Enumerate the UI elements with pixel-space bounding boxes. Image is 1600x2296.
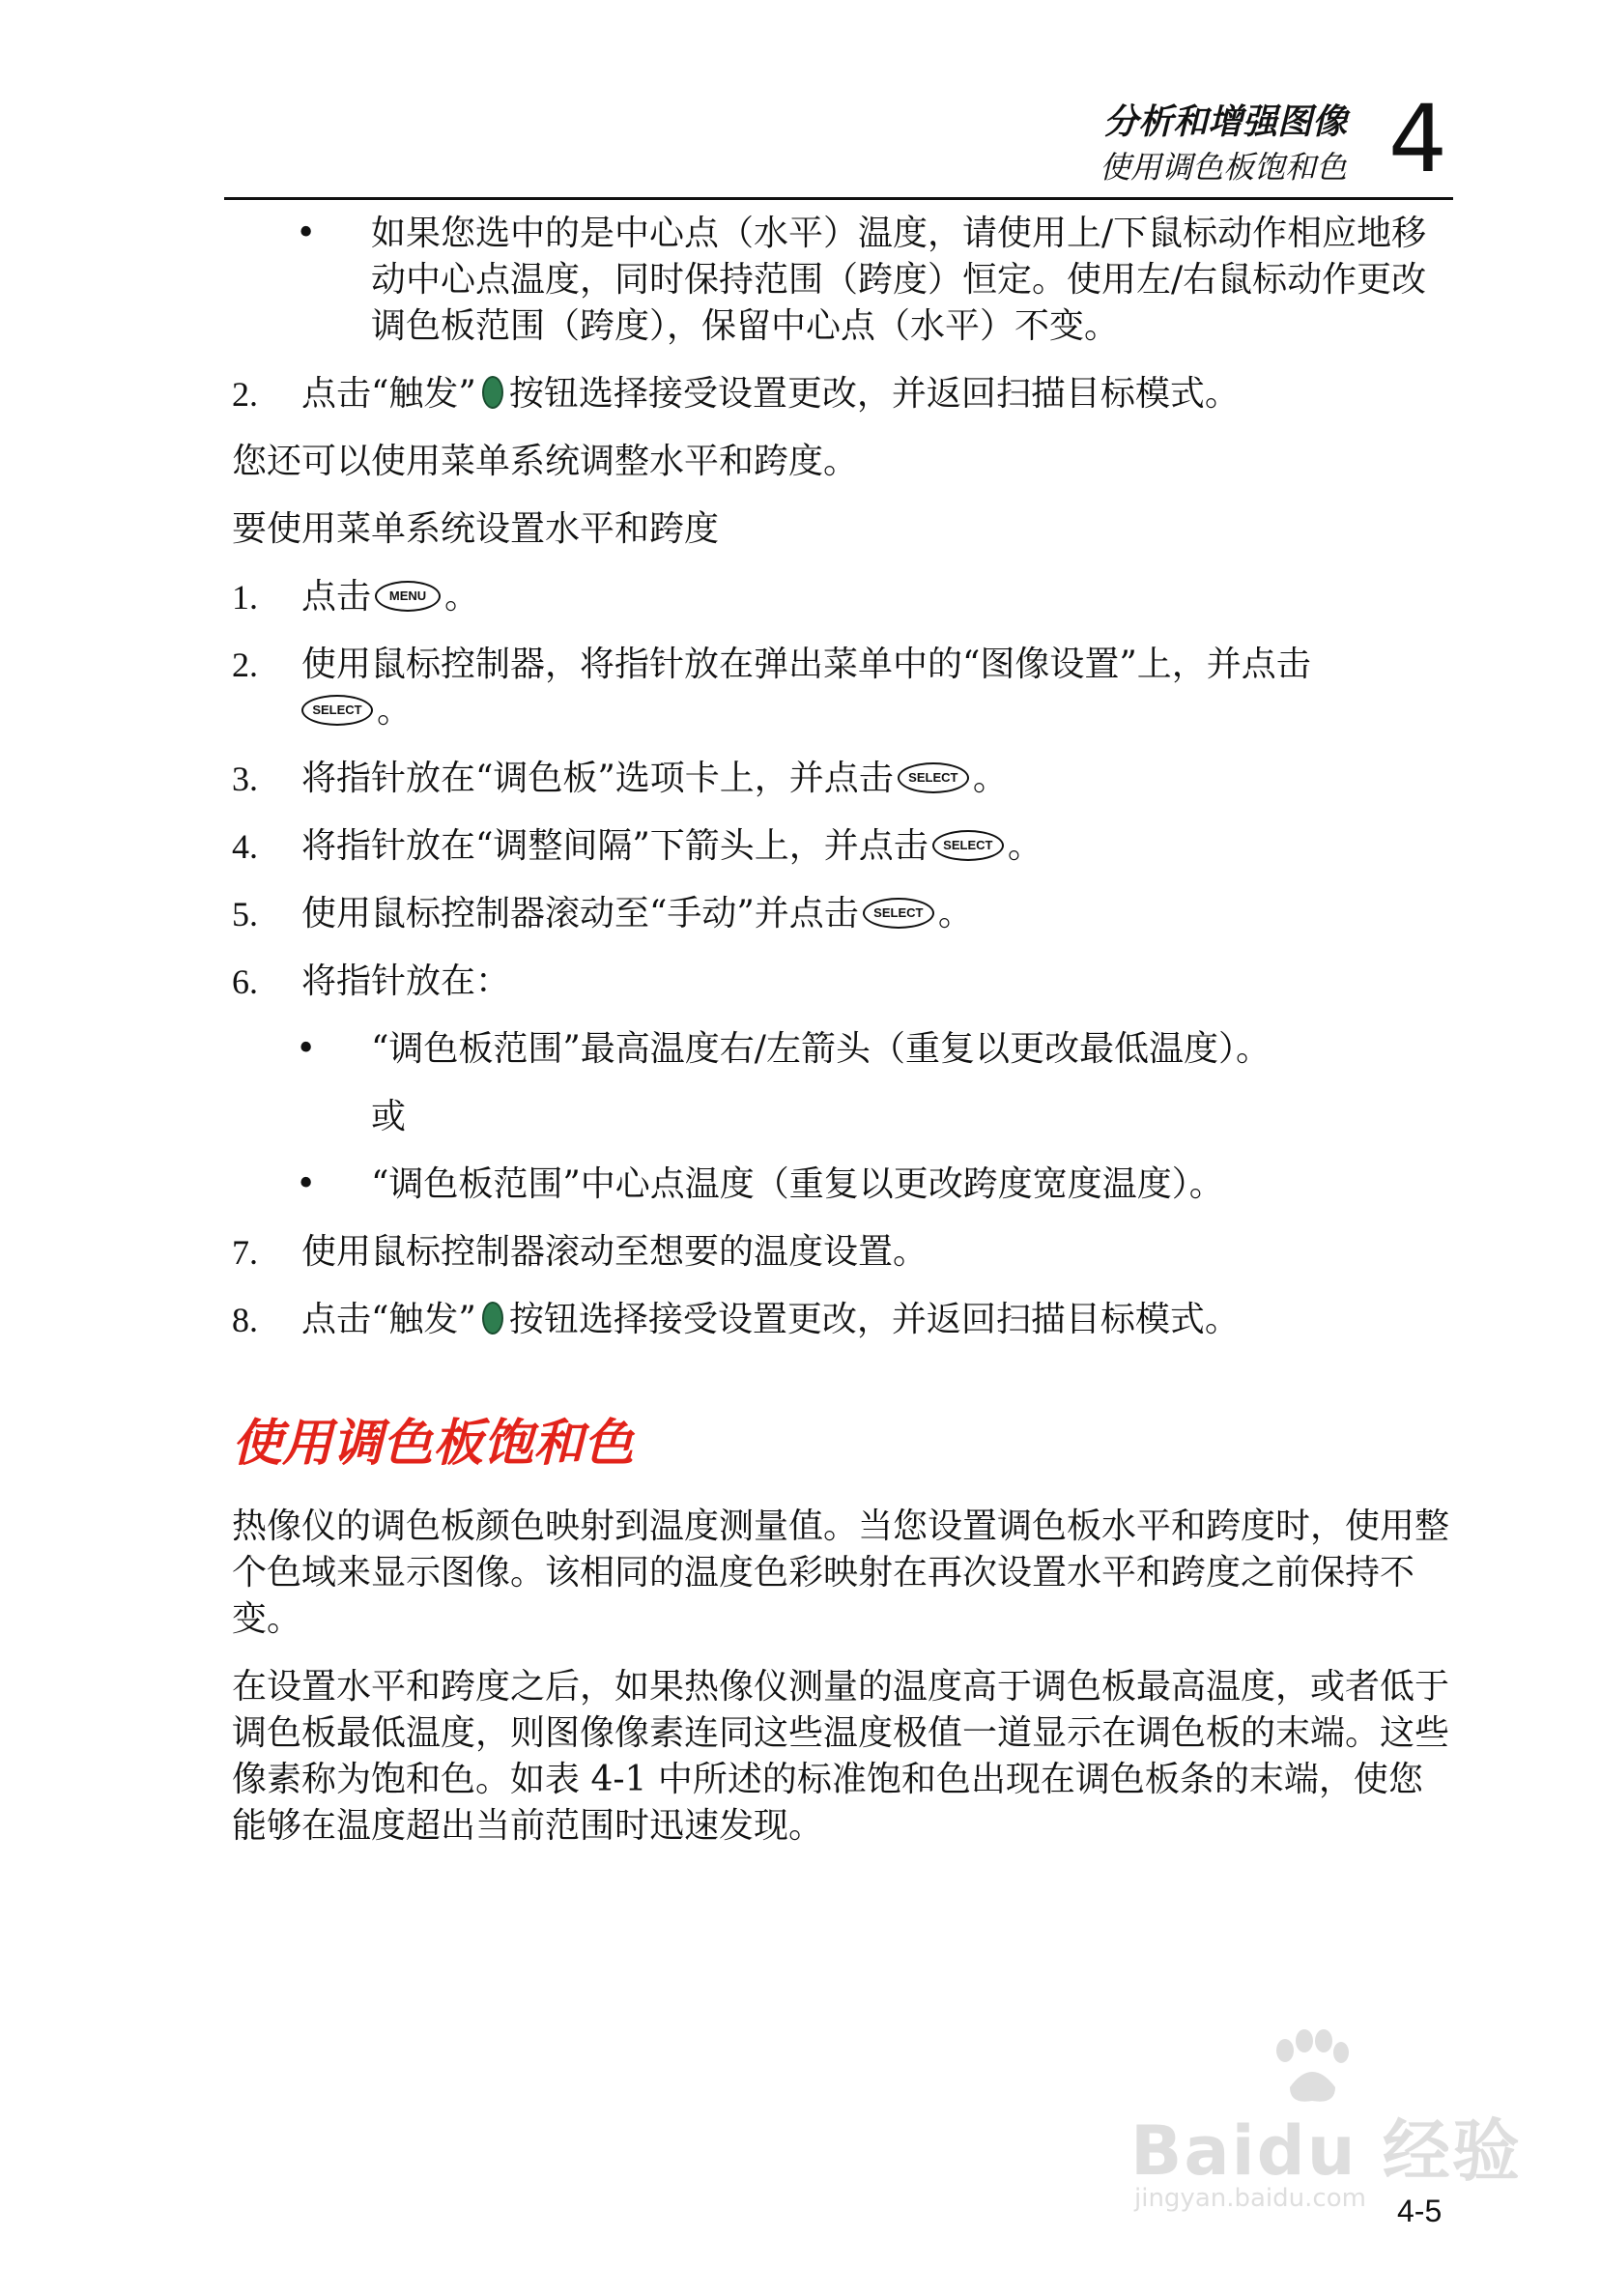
section-heading: 使用调色板饱和色 bbox=[232, 1415, 635, 1473]
step-text: 将指针放在“调色板”选项卡上，并点击 bbox=[301, 759, 894, 798]
select-button-icon: SELECT bbox=[301, 695, 373, 726]
list-item bbox=[232, 211, 1449, 350]
step-number: 4. bbox=[232, 827, 258, 866]
page-number: 4-5 bbox=[1397, 2194, 1443, 2228]
step-text: 点击“触发” bbox=[301, 374, 476, 414]
watermark-url: jingyan.baidu.com bbox=[1134, 2184, 1366, 2213]
bullet-icon: • bbox=[296, 1164, 317, 1204]
step-1 bbox=[232, 574, 1449, 620]
bullet-text: 如果您选中的是中心点（水平）温度，请使用上/下鼠标动作相应地移动中心点温度，同时保持范围（跨度）恒定。使用左/右鼠标动作更改调色板范围（跨度），保留中心点（水平）不变。 bbox=[371, 214, 1427, 346]
paw-icon bbox=[1266, 2029, 1353, 2107]
select-button-icon: SELECT bbox=[898, 762, 969, 793]
step-text: 使用鼠标控制器滚动至“手动”并点击 bbox=[301, 894, 859, 933]
list-item bbox=[232, 1026, 1449, 1073]
or-text: 或 bbox=[371, 1097, 407, 1136]
step-text: 按钮选择接受设置更改，并返回扫描目标模式。 bbox=[508, 374, 1240, 414]
menu-button-icon: MENU bbox=[375, 581, 441, 612]
step-number: 2. bbox=[232, 646, 258, 684]
trigger-button-icon bbox=[482, 1302, 503, 1335]
step-number: 1. bbox=[232, 578, 258, 617]
list-item bbox=[232, 1162, 1449, 1208]
step-text: 将指针放在： bbox=[301, 961, 511, 1001]
select-button-icon: SELECT bbox=[932, 830, 1004, 861]
step-5 bbox=[232, 891, 1449, 937]
step-2 bbox=[232, 642, 1449, 734]
paragraph: 您还可以使用菜单系统调整水平和跨度。 bbox=[232, 442, 859, 481]
select-button-icon: SELECT bbox=[863, 898, 934, 929]
bullet-icon: • bbox=[296, 1029, 317, 1069]
section-subtitle: 使用调色板饱和色 bbox=[1099, 149, 1347, 186]
step-3 bbox=[232, 756, 1449, 802]
step-4 bbox=[232, 823, 1449, 870]
step-2-trigger bbox=[232, 371, 1449, 417]
page-body bbox=[232, 211, 1449, 1871]
step-number: 3. bbox=[232, 760, 258, 798]
step-text-end: 。 bbox=[1007, 826, 1043, 866]
step-number: 6. bbox=[232, 962, 258, 1001]
step-number: 5. bbox=[232, 895, 258, 933]
step-text: 点击“触发” bbox=[301, 1300, 476, 1339]
paragraph: 在设置水平和跨度之后，如果热像仪测量的温度高于调色板最高温度，或者低于调色板最低温度，则图像像素连同这些温度极值一道显示在调色板的末端。这些像素称为饱和色。如表 4-1 中所述的标准饱和色出现在调色板条的末端，使您能够在温度超出当前范围时迅速发现。 bbox=[232, 1667, 1450, 1846]
step-text: 使用鼠标控制器滚动至想要的温度设置。 bbox=[301, 1232, 929, 1272]
step-number: 2. bbox=[232, 375, 258, 414]
watermark-brand: Baidu 经验 bbox=[1130, 2111, 1522, 2191]
step-text-end: 。 bbox=[444, 577, 480, 617]
step-text: 使用鼠标控制器，将指针放在弹出菜单中的“图像设置”上，并点击 bbox=[301, 645, 1311, 684]
bullet-text: “调色板范围”最高温度右/左箭头（重复以更改最低温度）。 bbox=[371, 1029, 1271, 1069]
bullet-icon: • bbox=[296, 214, 317, 253]
procedure-heading: 要使用菜单系统设置水平和跨度 bbox=[232, 509, 720, 549]
step-number: 8. bbox=[232, 1301, 258, 1339]
step-text: 按钮选择接受设置更改，并返回扫描目标模式。 bbox=[508, 1300, 1240, 1339]
step-text: 点击 bbox=[301, 577, 372, 617]
header-divider bbox=[224, 197, 1453, 200]
step-text: 将指针放在“调整间隔”下箭头上，并点击 bbox=[301, 826, 929, 866]
step-text-end: 。 bbox=[937, 894, 973, 933]
bullet-text: “调色板范围”中心点温度（重复以更改跨度宽度温度）。 bbox=[371, 1164, 1224, 1204]
step-8 bbox=[232, 1297, 1449, 1343]
baidu-watermark bbox=[1130, 2029, 1522, 2213]
chapter-title: 分析和增强图像 bbox=[1102, 102, 1347, 142]
step-6 bbox=[232, 959, 1449, 1005]
trigger-button-icon bbox=[482, 376, 503, 409]
paragraph: 热像仪的调色板颜色映射到温度测量值。当您设置调色板水平和跨度时，使用整个色域来显示图像。该相同的温度色彩映射在再次设置水平和跨度之前保持不变。 bbox=[232, 1507, 1450, 1639]
step-number: 7. bbox=[232, 1233, 258, 1272]
chapter-number: 4 bbox=[1387, 85, 1447, 193]
running-header bbox=[873, 85, 1453, 193]
step-text-end: 。 bbox=[377, 691, 413, 731]
step-text-end: 。 bbox=[972, 759, 1008, 798]
step-7 bbox=[232, 1229, 1449, 1276]
